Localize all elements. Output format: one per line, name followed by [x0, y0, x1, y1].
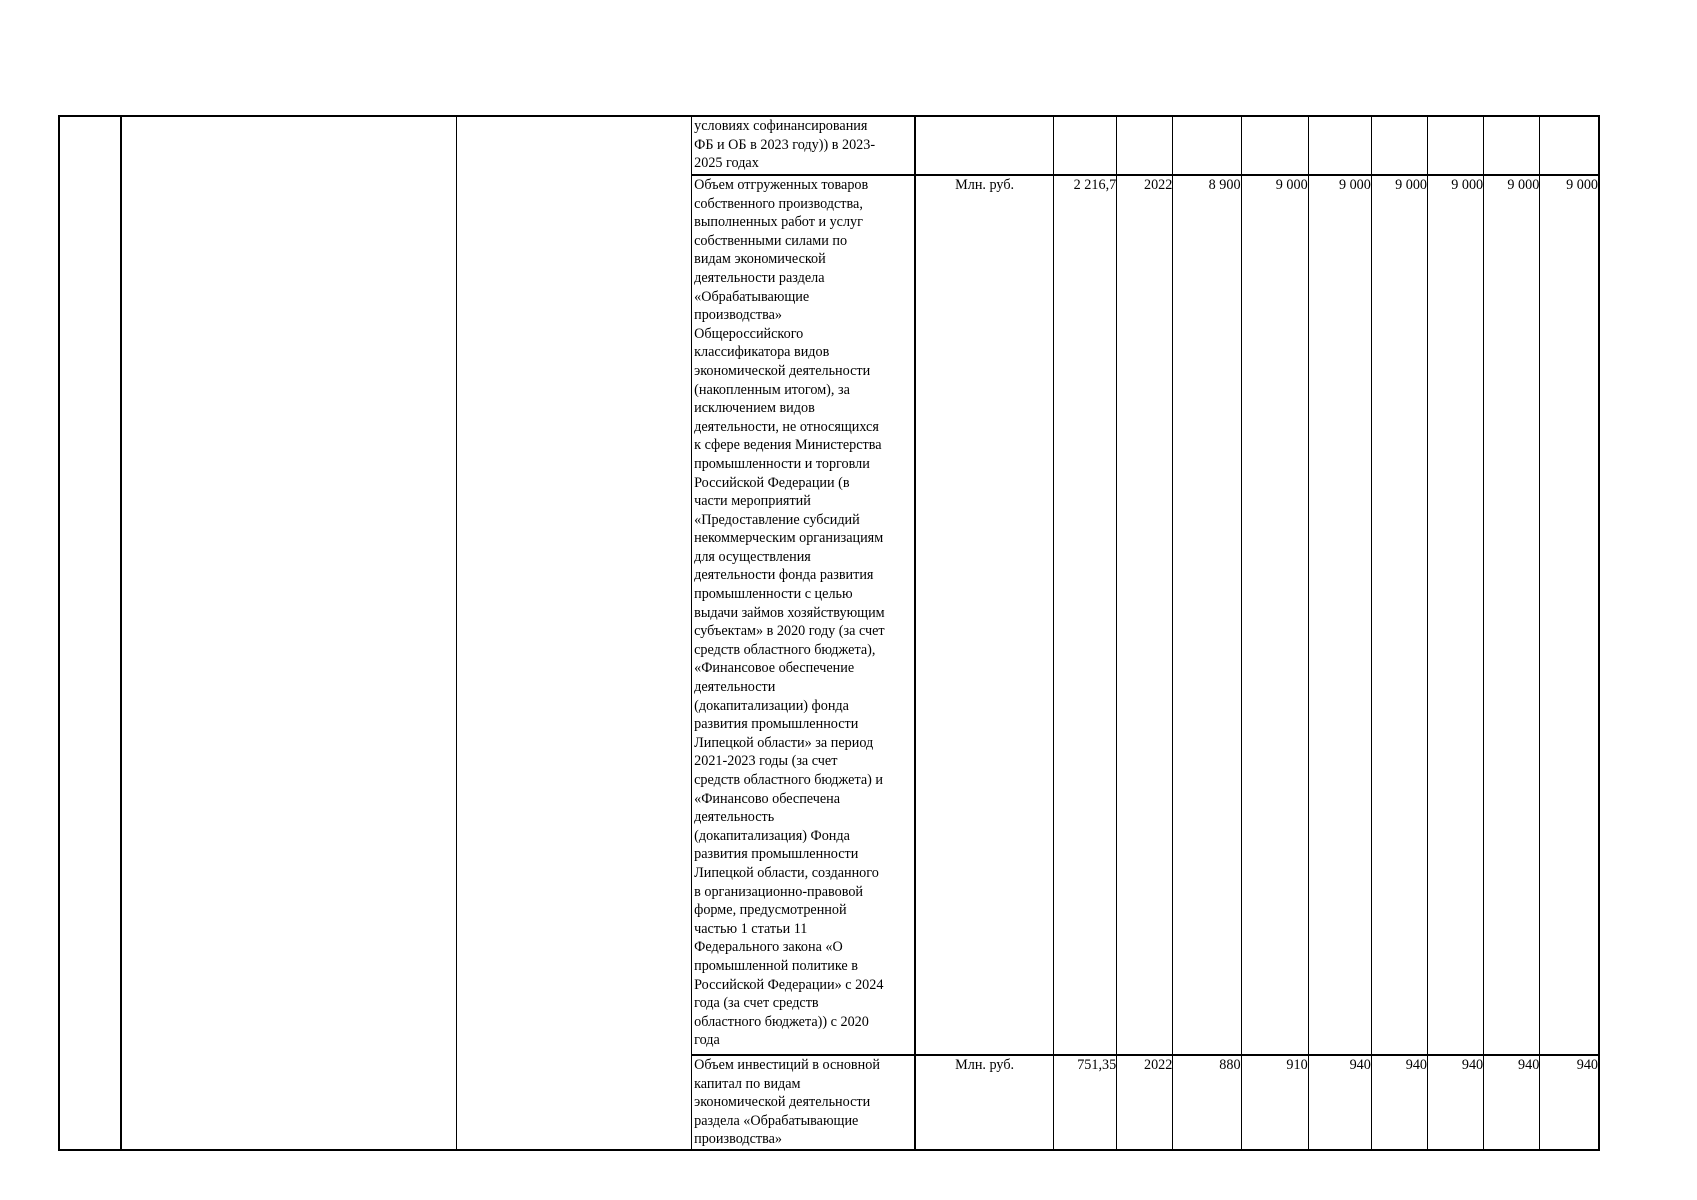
base-year-cell: 2022	[1117, 1055, 1173, 1150]
col-name-cell	[121, 116, 456, 1150]
value-cell	[1428, 116, 1484, 175]
value-cell	[1173, 116, 1241, 175]
indicator-cell: Объем инвестиций в основной капитал по видам экономической деятельности раздела «Обрабатывающие производства»	[692, 1055, 916, 1150]
table-row	[59, 116, 1599, 175]
value-cell: 880	[1173, 1055, 1241, 1150]
value-cell: 940	[1371, 1055, 1427, 1150]
value-cell: 9 000	[1428, 175, 1484, 1055]
unit-cell	[915, 116, 1053, 175]
value-cell: 9 000	[1371, 175, 1427, 1055]
value-cell: 9 000	[1308, 175, 1371, 1055]
value-cell: 9 000	[1484, 175, 1540, 1055]
value-cell: 940	[1484, 1055, 1540, 1150]
value-cell: 940	[1428, 1055, 1484, 1150]
value-cell: 9 000	[1241, 175, 1308, 1055]
value-cell	[1241, 116, 1308, 175]
base-value-cell	[1054, 116, 1117, 175]
value-cell	[1484, 116, 1540, 175]
base-value-cell: 751,35	[1054, 1055, 1117, 1150]
base-value-cell: 2 216,7	[1054, 175, 1117, 1055]
col-responsible-cell	[456, 116, 692, 1150]
value-cell	[1371, 116, 1427, 175]
value-cell: 910	[1241, 1055, 1308, 1150]
unit-cell: Млн. руб.	[915, 175, 1053, 1055]
col-number-cell	[59, 116, 121, 1150]
indicator-cell: Объем отгруженных товаров собственного производства, выполненных работ и услуг собственными силами по видам экономической деятельности раздела «Обрабатывающие производства» Общероссийского классификатора видов экономической деятельности (накопленным итогом), за исключением видов деятельности, не относящихся к сфере ведения Министерства промышленности и торговли Российской Федерации (в части мероприятий «Предоставление субсидий некоммерческим организациям для осуществления деятельности фонда развития промышленности с целью выдачи займов хозяйствующим субъектам» в 2020 году (за счет средств областного бюджета), «Финансовое обеспечение деятельности (докапитализации) фонда развития промышленности Липецкой области» за период 2021-2023 годы (за счет средств областного бюджета) и «Финансово обеспечена деятельность (докапитализация) Фонда развития промышленности Липецкой области, созданного в организационно-правовой форме, предусмотренной частью 1 статьи 11 Федерального закона «О промышленной политике в Российской Федерации» с 2024 года (за счет средств областного бюджета)) с 2020 года	[692, 175, 916, 1055]
indicator-cell: условиях софинансирования ФБ и ОБ в 2023 году)) в 2023- 2025 годах	[692, 116, 916, 175]
value-cell: 8 900	[1173, 175, 1241, 1055]
value-cell	[1308, 116, 1371, 175]
value-cell	[1540, 116, 1599, 175]
value-cell: 940	[1540, 1055, 1599, 1150]
unit-cell: Млн. руб.	[915, 1055, 1053, 1150]
value-cell: 9 000	[1540, 175, 1599, 1055]
base-year-cell	[1117, 116, 1173, 175]
value-cell: 940	[1308, 1055, 1371, 1150]
base-year-cell: 2022	[1117, 175, 1173, 1055]
indicators-table	[58, 115, 1600, 1151]
